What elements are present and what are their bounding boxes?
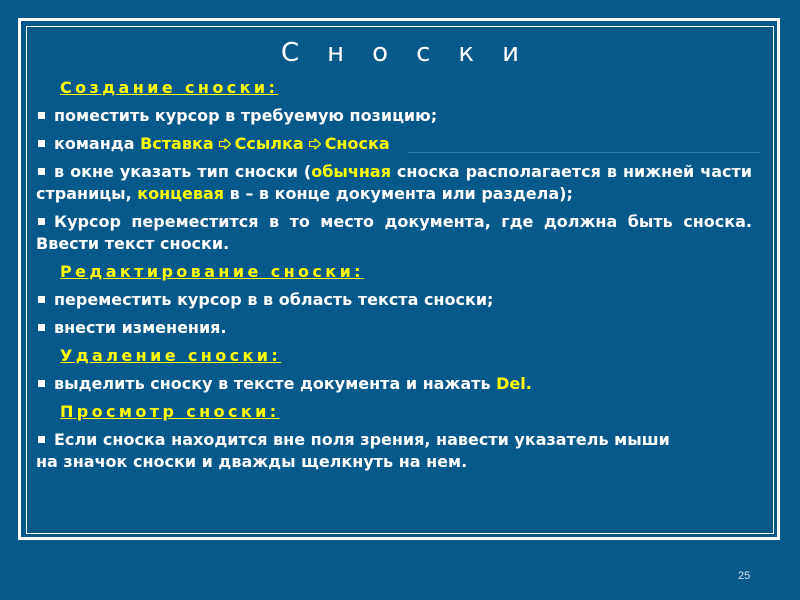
section-heading-view: Просмотр сноски: [60, 402, 280, 421]
list-item [36, 289, 752, 311]
list-item [36, 133, 752, 155]
arrow-right-icon [218, 138, 232, 150]
square-bullet-icon [38, 296, 45, 303]
list-item [36, 105, 752, 127]
arrow-right-icon [308, 138, 322, 150]
square-bullet-icon [38, 112, 45, 119]
menu-step-insert: Вставка [140, 134, 214, 153]
highlight-regular: обычная [311, 162, 391, 181]
highlight-endnote: концевая [137, 184, 225, 203]
slide-content [36, 77, 752, 479]
list-item [36, 429, 752, 473]
item-text: в – в конце документа или раздела); [224, 184, 573, 203]
page-number: 25 [738, 570, 751, 582]
menu-step-reference: Ссылка [234, 134, 304, 153]
item-text: Если сноска находится вне поля зрения, навести указатель мыши [54, 430, 670, 449]
item-text: в окне указать тип сноски ( [54, 162, 312, 181]
item-text: Курсор переместится в то место документа, где должна быть сноска. Ввести текст сноски. [36, 212, 752, 253]
list-item [36, 373, 752, 395]
section-heading-edit: Редактирование сноски: [60, 262, 364, 281]
item-text: команда [54, 134, 141, 153]
item-text: выделить сноску в тексте документа и нажать [54, 374, 497, 393]
square-bullet-icon [38, 324, 45, 331]
menu-step-footnote: Сноска [324, 134, 390, 153]
square-bullet-icon [38, 168, 45, 175]
square-bullet-icon [38, 436, 45, 443]
item-text: переместить курсор в в область текста сноски; [54, 290, 494, 309]
key-del: Del. [496, 374, 532, 393]
square-bullet-icon [38, 140, 45, 147]
item-text: сноска располагается в нижней части страницы, [36, 162, 752, 203]
square-bullet-icon [38, 218, 45, 225]
list-item [36, 317, 752, 339]
slide-title: Сноски [281, 38, 547, 68]
list-item [36, 161, 752, 205]
square-bullet-icon [38, 380, 45, 387]
item-text: на значок сноски и дважды щелкнуть на нем. [36, 452, 468, 471]
item-text: поместить курсор в требуемую позицию; [54, 106, 438, 125]
section-heading-delete: Удаление сноски: [60, 346, 282, 365]
list-item [36, 211, 752, 255]
section-heading-create: Создание сноски: [60, 78, 279, 97]
item-text: внести изменения. [54, 318, 227, 337]
